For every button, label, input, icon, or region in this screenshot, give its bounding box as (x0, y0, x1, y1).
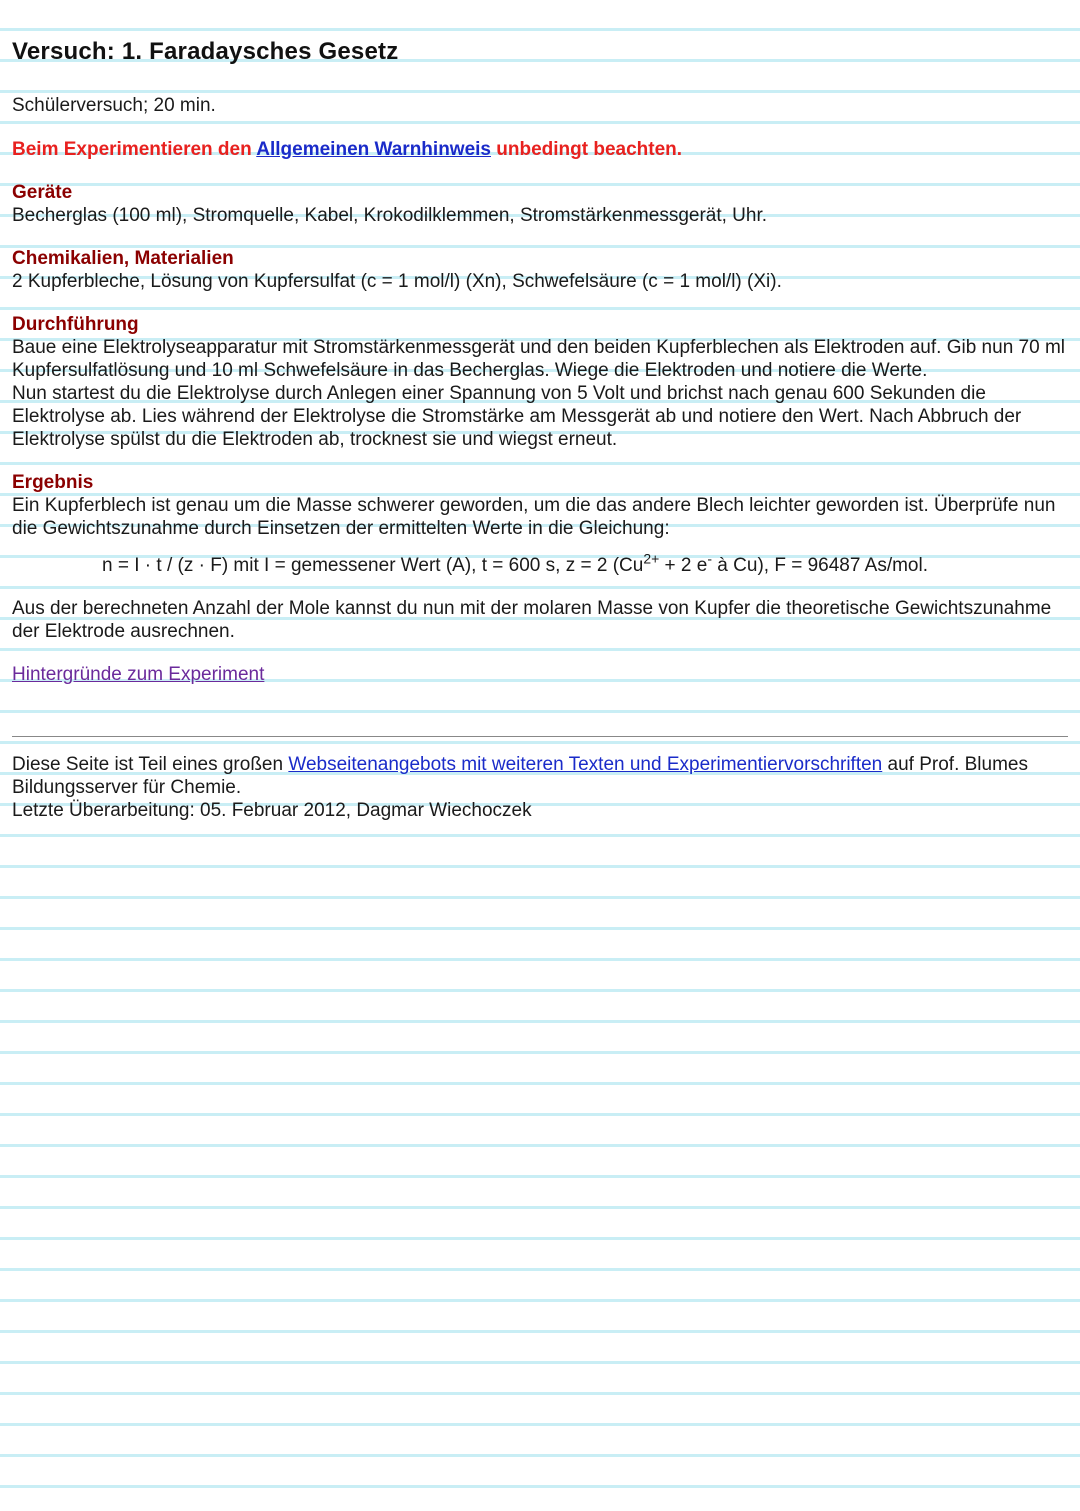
formula-superscript-charge: 2+ (643, 550, 660, 567)
page-title: Versuch: 1. Faradaysches Gesetz (12, 38, 399, 65)
formula-part-2: + 2 e (659, 555, 708, 576)
section-title-geraete: Geräte (12, 182, 73, 203)
section-title-chemikalien: Chemikalien, Materialien (12, 248, 234, 269)
section-ergebnis (12, 471, 1068, 540)
warning-notice (12, 138, 1068, 161)
warning-text-before: Beim Experimentieren den (12, 139, 257, 160)
experiment-meta: Schülerversuch; 20 min. (12, 95, 216, 116)
warning-text-after: unbedingt beachten. (491, 139, 683, 160)
conclusion-text: Aus der berechneten Anzahl der Mole kannst du nun mit der molaren Masse von Kupfer die theoretische Gewichtszunahme der Elektrode ausrechnen. (12, 598, 1052, 642)
section-title-ergebnis: Ergebnis (12, 472, 94, 493)
formula-part-3: à Cu), F = 96487 As/mol. (712, 555, 928, 576)
section-text-ergebnis: Ein Kupferblech ist genau um die Masse schwerer geworden, um die das andere Blech leichter geworden ist. Überprüfe nun die Gewichtszunahme durch Einsetzen der ermittelten Werte in die Gleichung: (12, 495, 1056, 539)
section-text-geraete: Becherglas (100 ml), Stromquelle, Kabel, Krokodilklemmen, Stromstärkenmessgerät, Uhr. (12, 205, 768, 226)
footer-link[interactable]: Webseitenangebots mit weiteren Texten und Experimentiervorschriften (288, 754, 883, 775)
section-durchfuehrung (12, 313, 1068, 451)
section-text-chemikalien: 2 Kupferbleche, Lösung von Kupfersulfat (c = 1 mol/l) (Xn), Schwefelsäure (c = 1 mol/l) (Xi). (12, 271, 782, 292)
warning-link[interactable]: Allgemeinen Warnhinweis (256, 139, 491, 160)
section-text-durchfuehrung-2: Nun startest du die Elektrolyse durch Anlegen einer Spannung von 5 Volt und brichst nach genau 600 Sekunden die Elektrolyse ab. Lies während der Elektrolyse die Stromstärke am Messgerät ab und notiere den Wert. Nach Abbruch der Elektrolyse spülst du die Elektroden ab, trocknest sie und wiegst erneut. (12, 383, 1022, 450)
section-text-durchfuehrung-1: Baue eine Elektrolyseapparatur mit Stromstärkenmessgerät und den beiden Kupferblechen als Elektroden auf. Gib nun 70 ml Kupfersulfatlösung und 10 ml Schwefelsäure in das Becherglas. Wiege die Elektroden und notiere die Werte. (12, 337, 1065, 381)
footer-info (12, 753, 1068, 799)
section-chemikalien (12, 247, 1068, 293)
formula-superscript-electron: - (707, 550, 713, 567)
section-geraete (12, 181, 1068, 227)
footer-divider (12, 736, 1068, 737)
section-title-durchfuehrung: Durchführung (12, 314, 139, 335)
faraday-formula (12, 550, 1068, 577)
last-update: Letzte Überarbeitung: 05. Februar 2012, Dagmar Wiechoczek (12, 800, 532, 821)
footer-text-after: auf Prof. Blumes Bildungsserver für Chemie. (12, 754, 1028, 798)
formula-part-1: n = I · t / (z · F) mit I = gemessener Wert (A), t = 600 s, z = 2 (Cu (102, 555, 644, 576)
background-link[interactable]: Hintergründe zum Experiment (12, 664, 265, 685)
page-footer (12, 753, 1068, 822)
footer-text-before: Diese Seite ist Teil eines großen (12, 754, 289, 775)
